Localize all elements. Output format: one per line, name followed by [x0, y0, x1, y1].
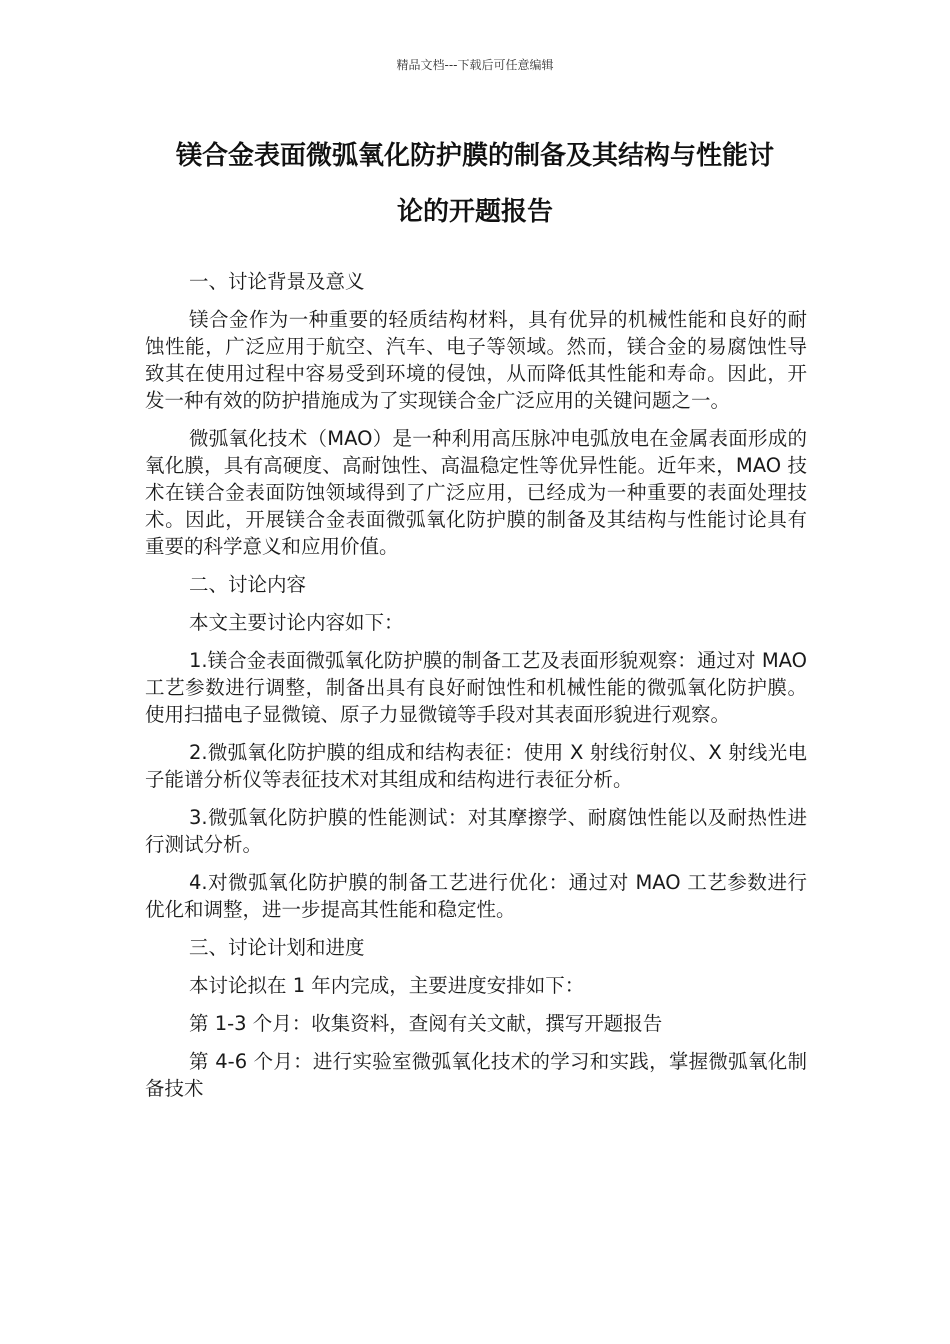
title-line-1: 镁合金表面微弧氧化防护膜的制备及其结构与性能讨 — [175, 141, 774, 171]
list-item-content-1: 1.镁合金表面微弧氧化防护膜的制备工艺及表面形貌观察：通过对 MAO 工艺参数进行调整，制备出具有良好耐蚀性和机械性能的微弧氧化防护膜。使用扫描电子显微镜、原子力显微镜等手段对其表面形貌进行观察。 — [145, 649, 807, 726]
page-header: 精品文档---下载后可任意编辑 — [396, 58, 554, 72]
document-body — [145, 268, 807, 1113]
section-heading-plan: 三、讨论计划和进度 — [189, 936, 365, 959]
paragraph-plan-intro: 本讨论拟在 1 年内完成，主要进度安排如下： — [189, 974, 585, 997]
title-line-2: 论的开题报告 — [396, 197, 553, 227]
section-heading-background: 一、讨论背景及意义 — [189, 270, 365, 293]
paragraph-content-intro: 本文主要讨论内容如下： — [189, 611, 404, 634]
section-heading-content: 二、讨论内容 — [189, 573, 307, 596]
list-item-content-4: 4.对微弧氧化防护膜的制备工艺进行优化：通过对 MAO 工艺参数进行优化和调整，进一步提高其性能和稳定性。 — [145, 871, 807, 921]
paragraph-background-1: 镁合金作为一种重要的轻质结构材料，具有优异的机械性能和良好的耐蚀性能，广泛应用于航空、汽车、电子等领域。然而，镁合金的易腐蚀性导致其在使用过程中容易受到环境的侵蚀，从而降低其性能和寿命。因此，开发一种有效的防护措施成为了实现镁合金广泛应用的关键问题之一。 — [145, 308, 807, 412]
paragraph-background-2: 微弧氧化技术（MAO）是一种利用高压脉冲电弧放电在金属表面形成的氧化膜，具有高硬度、高耐蚀性、高温稳定性等优异性能。近年来，MAO 技术在镁合金表面防蚀领域得到了广泛应用，已经成为一种重要的表面处理技术。因此，开展镁合金表面微弧氧化防护膜的制备及其结构与性能讨论具有重要的科学意义和应用价值。 — [145, 427, 807, 558]
list-item-plan-2: 第 4-6 个月：进行实验室微弧氧化技术的学习和实践，掌握微弧氧化制备技术 — [145, 1050, 807, 1100]
list-item-content-3: 3.微弧氧化防护膜的性能测试：对其摩擦学、耐腐蚀性能以及耐热性进行测试分析。 — [145, 806, 807, 856]
document-title — [140, 128, 810, 240]
list-item-content-2: 2.微弧氧化防护膜的组成和结构表征：使用 X 射线衍射仪、X 射线光电子能谱分析仪等表征技术对其组成和结构进行表征分析。 — [145, 741, 807, 791]
list-item-plan-1: 第 1-3 个月：收集资料，查阅有关文献，撰写开题报告 — [189, 1012, 663, 1035]
